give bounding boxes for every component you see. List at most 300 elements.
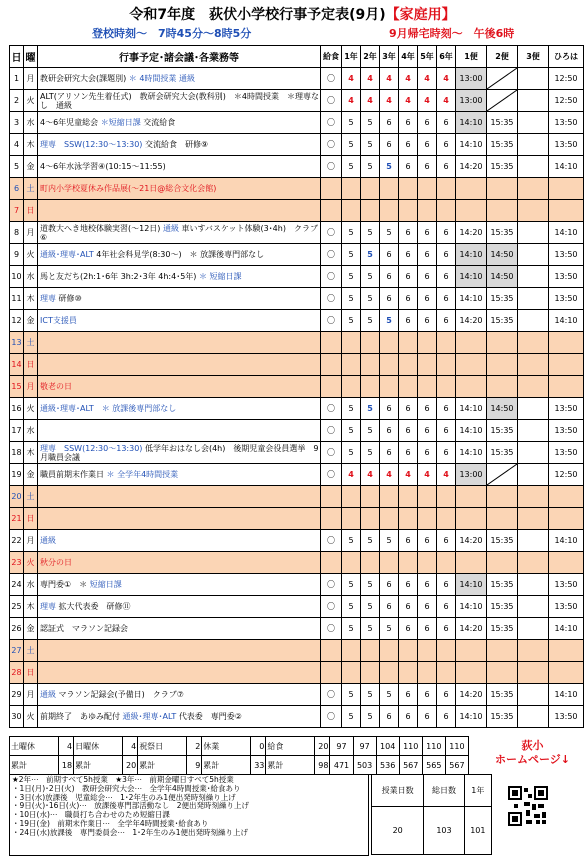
stats-table — [371, 774, 492, 855]
day-number: 28 — [10, 662, 24, 684]
empty-cell — [399, 662, 418, 684]
empty-cell — [487, 640, 518, 662]
day-number: 22 — [10, 530, 24, 552]
summary-value: 20 — [315, 737, 330, 756]
schedule-row — [10, 530, 584, 552]
summary-value: 503 — [353, 756, 376, 775]
grade-periods: 6 — [418, 310, 437, 332]
day-number: 9 — [10, 244, 24, 266]
empty-cell — [437, 486, 456, 508]
event-main: 敬老の日 — [40, 382, 72, 391]
event-cell — [38, 266, 321, 288]
grade-periods: 6 — [437, 310, 456, 332]
event-text — [40, 536, 56, 545]
event-cell — [38, 618, 321, 640]
col-g5: 5年 — [418, 46, 437, 68]
event-tail: 研修⑩ — [58, 294, 82, 303]
day-of-week: 土 — [24, 486, 38, 508]
event-cell — [38, 354, 321, 376]
schedule-row — [10, 684, 584, 706]
grade-periods: 6 — [437, 420, 456, 442]
bus3-time — [518, 530, 549, 552]
empty-cell — [342, 640, 361, 662]
summary-value: 18 — [58, 756, 73, 775]
day-of-week: 木 — [24, 288, 38, 310]
schedule-row — [10, 596, 584, 618]
schedule-row — [10, 464, 584, 486]
empty-cell — [361, 178, 380, 200]
summary-label: 祝祭日 — [138, 737, 187, 756]
empty-cell — [549, 662, 584, 684]
empty-cell — [418, 332, 437, 354]
col-g1: 1年 — [342, 46, 361, 68]
event-text — [40, 382, 72, 391]
schedule-row — [10, 354, 584, 376]
hiroha-time: 12:50 — [549, 90, 584, 112]
event-highlight: 理専 — [40, 294, 59, 303]
hiroha-time: 12:50 — [549, 68, 584, 90]
event-tail: 車いすバスケット体験(3･4h) クラブ⑥ — [40, 223, 318, 242]
grade-periods: 5 — [342, 288, 361, 310]
bus2-time: 14:50 — [487, 244, 518, 266]
title-family-label: 【家庭用】 — [385, 7, 456, 23]
lunch-mark: 〇 — [321, 618, 342, 640]
schedule-row — [10, 640, 584, 662]
hiroha-time: 13:50 — [549, 420, 584, 442]
empty-cell — [456, 486, 487, 508]
grade-periods: 6 — [437, 266, 456, 288]
event-highlight: 通級･理専･ALT ＊ 放課後専門部なし — [40, 404, 177, 413]
event-highlight: ICT支援員 — [40, 316, 77, 325]
event-cell — [38, 156, 321, 178]
grade-periods: 6 — [437, 112, 456, 134]
summary-value: 98 — [315, 756, 330, 775]
col-bus1: 1便 — [456, 46, 487, 68]
event-cell — [38, 530, 321, 552]
hiroha-time: 12:50 — [549, 464, 584, 486]
grade-periods: 4 — [380, 90, 399, 112]
empty-cell — [418, 486, 437, 508]
homepage-link[interactable] — [495, 739, 570, 767]
event-main: 職員前期末作業日 — [40, 470, 107, 479]
day-of-week: 木 — [24, 596, 38, 618]
hiroha-time: 14:10 — [549, 310, 584, 332]
empty-cell — [437, 200, 456, 222]
grade-periods: 5 — [361, 684, 380, 706]
event-text — [40, 444, 318, 462]
empty-cell — [456, 640, 487, 662]
schedule-row — [10, 706, 584, 728]
event-text — [40, 690, 184, 699]
grade-periods: 6 — [380, 112, 399, 134]
day-of-week: 土 — [24, 178, 38, 200]
event-cell — [38, 178, 321, 200]
event-highlight: ＊ 短縮日課 — [198, 272, 242, 281]
summary-label: 休業 — [202, 737, 251, 756]
empty-cell — [361, 486, 380, 508]
grade-periods: 5 — [361, 706, 380, 728]
hiroha-time: 13:50 — [549, 112, 584, 134]
empty-cell — [380, 200, 399, 222]
empty-cell — [437, 332, 456, 354]
slash-icon — [487, 90, 517, 111]
summary-value: 567 — [399, 756, 422, 775]
grade-periods: 6 — [437, 156, 456, 178]
grade-periods: 4 — [399, 464, 418, 486]
event-text — [40, 294, 82, 303]
grade-periods: 5 — [342, 574, 361, 596]
lunch-mark: 〇 — [321, 156, 342, 178]
day-of-week: 金 — [24, 618, 38, 640]
grade-periods: 4 — [418, 68, 437, 90]
grade-periods: 6 — [418, 156, 437, 178]
event-main: 専門委① ＊ — [40, 580, 90, 589]
grade-periods: 5 — [361, 574, 380, 596]
homepage-line2: ホームページ↓ — [495, 753, 570, 766]
grade-periods: 5 — [361, 156, 380, 178]
day-of-week: 日 — [24, 354, 38, 376]
empty-cell — [342, 662, 361, 684]
qr-code-icon[interactable] — [508, 786, 548, 826]
empty-cell — [418, 552, 437, 574]
empty-cell — [361, 376, 380, 398]
event-highlight: 通級･理専･ALT — [40, 250, 97, 259]
grade-periods: 5 — [361, 134, 380, 156]
notes-box — [9, 774, 369, 856]
col-day: 日 — [10, 46, 24, 68]
empty-cell — [380, 332, 399, 354]
grade-periods: 5 — [361, 442, 380, 464]
bus1-time: 13:00 — [456, 464, 487, 486]
empty-cell — [456, 178, 487, 200]
event-main: 4～6年児童総会 — [40, 118, 101, 127]
schedule-row — [10, 288, 584, 310]
empty-cell — [361, 662, 380, 684]
bus1-time: 14:10 — [456, 134, 487, 156]
stat-grade1-label: 1年 — [464, 775, 491, 807]
event-main: 道教大へき地校体験実習(～12日) — [40, 223, 163, 233]
empty-cell — [437, 178, 456, 200]
schedule-row — [10, 508, 584, 530]
day-of-week: 水 — [24, 420, 38, 442]
event-cell — [38, 684, 321, 706]
empty-cell — [321, 376, 342, 398]
grade-periods: 5 — [342, 266, 361, 288]
day-of-week: 月 — [24, 222, 38, 244]
empty-cell — [487, 508, 518, 530]
empty-cell — [437, 662, 456, 684]
summary-value: 20 — [122, 756, 137, 775]
grade-periods: 5 — [380, 222, 399, 244]
empty-cell — [549, 552, 584, 574]
empty-cell — [487, 552, 518, 574]
lunch-mark: 〇 — [321, 596, 342, 618]
event-main: 馬と友だち(2h:1･6年 3h:2･3年 4h:4･5年) — [40, 272, 199, 281]
grade-periods: 5 — [361, 398, 380, 420]
empty-cell — [380, 508, 399, 530]
grade-periods: 6 — [418, 288, 437, 310]
bus1-time: 14:20 — [456, 530, 487, 552]
empty-cell — [399, 376, 418, 398]
day-of-week: 木 — [24, 134, 38, 156]
table-header — [10, 46, 584, 68]
schedule-row — [10, 398, 584, 420]
grade-periods: 5 — [361, 112, 380, 134]
empty-cell — [437, 376, 456, 398]
event-cell — [38, 552, 321, 574]
bus2-time: 15:35 — [487, 134, 518, 156]
empty-cell — [418, 662, 437, 684]
summary-value: 4 — [122, 737, 137, 756]
grade-periods: 6 — [399, 398, 418, 420]
summary-label: 累計 — [74, 756, 123, 775]
grade-periods: 5 — [342, 596, 361, 618]
grade-periods: 6 — [380, 288, 399, 310]
lunch-mark: 〇 — [321, 574, 342, 596]
empty-cell — [342, 332, 361, 354]
grade-periods: 5 — [342, 156, 361, 178]
grade-periods: 5 — [342, 310, 361, 332]
grade-periods: 6 — [399, 684, 418, 706]
empty-cell — [456, 508, 487, 530]
empty-cell — [380, 178, 399, 200]
empty-cell — [380, 662, 399, 684]
grade-periods: 6 — [380, 134, 399, 156]
grade-periods: 6 — [380, 706, 399, 728]
event-cell — [38, 68, 321, 90]
day-number: 25 — [10, 596, 24, 618]
bus3-time — [518, 684, 549, 706]
grade-periods: 6 — [418, 596, 437, 618]
event-main: 認証式 マラソン記録会 — [40, 624, 128, 633]
event-text — [40, 712, 242, 721]
event-cell — [38, 464, 321, 486]
school-time: 登校時刻～ 7時45分～8時5分 — [92, 27, 252, 40]
empty-cell — [518, 662, 549, 684]
grade-periods: 5 — [361, 222, 380, 244]
grade-periods: 4 — [399, 68, 418, 90]
stat-total-days: 103 — [424, 807, 464, 855]
day-number: 18 — [10, 442, 24, 464]
summary-label: 累計 — [10, 756, 59, 775]
grade-periods: 6 — [380, 266, 399, 288]
bus1-time: 14:20 — [456, 618, 487, 640]
grade-periods: 6 — [399, 156, 418, 178]
grade-periods: 6 — [418, 266, 437, 288]
day-of-week: 月 — [24, 376, 38, 398]
schedule-row — [10, 332, 584, 354]
event-text — [40, 118, 175, 127]
slash-icon — [487, 68, 517, 89]
schedule-row — [10, 200, 584, 222]
bus1-time: 14:10 — [456, 398, 487, 420]
col-g2: 2年 — [361, 46, 380, 68]
event-tail: マラソン記録会(予備日) クラブ⑦ — [58, 690, 184, 699]
grade-periods: 5 — [342, 244, 361, 266]
grade-periods: 6 — [437, 398, 456, 420]
day-number: 5 — [10, 156, 24, 178]
grade-periods: 6 — [418, 398, 437, 420]
event-tail: 4年社会科見学(8:30～) ＊ 放課後専門部なし — [96, 250, 265, 259]
empty-cell — [418, 354, 437, 376]
event-text — [40, 140, 208, 149]
stat-school-days-label: 授業日数 — [372, 775, 424, 807]
home-time: 9月帰宅時刻～ 午後6時 — [389, 27, 515, 40]
bus2-none — [487, 68, 518, 90]
day-number: 20 — [10, 486, 24, 508]
bus3-time — [518, 288, 549, 310]
grade-periods: 5 — [342, 112, 361, 134]
empty-cell — [549, 640, 584, 662]
event-text — [40, 404, 176, 413]
lunch-mark: 〇 — [321, 68, 342, 90]
summary-value: 536 — [376, 756, 399, 775]
day-number: 13 — [10, 332, 24, 354]
grade-periods: 6 — [437, 442, 456, 464]
grade-periods: 6 — [418, 684, 437, 706]
grade-periods: 5 — [342, 398, 361, 420]
grade-periods: 6 — [418, 222, 437, 244]
bus2-time: 15:35 — [487, 574, 518, 596]
grade-periods: 6 — [399, 244, 418, 266]
bus2-time: 15:35 — [487, 310, 518, 332]
summary-value: 33 — [251, 756, 266, 775]
event-cell — [38, 574, 321, 596]
empty-cell — [342, 354, 361, 376]
hiroha-time: 13:50 — [549, 398, 584, 420]
day-of-week: 火 — [24, 90, 38, 112]
grade-periods: 6 — [418, 530, 437, 552]
event-highlight: ＊短縮日課 — [100, 118, 144, 127]
empty-cell — [399, 640, 418, 662]
grade-periods: 5 — [342, 706, 361, 728]
empty-cell — [342, 486, 361, 508]
event-cell — [38, 398, 321, 420]
event-highlight: 通級 — [40, 690, 59, 699]
event-text — [40, 184, 216, 193]
schedule-row — [10, 574, 584, 596]
grade-periods: 5 — [342, 420, 361, 442]
bus3-time — [518, 398, 549, 420]
hiroha-time: 13:50 — [549, 244, 584, 266]
grade-periods: 6 — [418, 112, 437, 134]
day-number: 17 — [10, 420, 24, 442]
day-of-week: 日 — [24, 662, 38, 684]
summary-table — [9, 736, 469, 775]
lunch-mark: 〇 — [321, 398, 342, 420]
bus3-time — [518, 574, 549, 596]
empty-cell — [321, 332, 342, 354]
empty-cell — [487, 376, 518, 398]
summary-label: 累計 — [138, 756, 187, 775]
day-number: 27 — [10, 640, 24, 662]
grade-periods: 6 — [418, 134, 437, 156]
empty-cell — [380, 486, 399, 508]
empty-cell — [342, 200, 361, 222]
empty-cell — [399, 354, 418, 376]
day-number: 24 — [10, 574, 24, 596]
grade-periods: 6 — [437, 244, 456, 266]
bus2-time: 14:50 — [487, 398, 518, 420]
empty-cell — [518, 354, 549, 376]
summary-row-month — [10, 737, 469, 756]
summary-value: 104 — [376, 737, 399, 756]
note-line: ・19日(金) 前期末作業日⋯ 全学年4時間授業･給食あり — [12, 818, 209, 828]
event-highlight: 理専 — [40, 602, 59, 611]
bus1-time: 14:20 — [456, 310, 487, 332]
schedule-row — [10, 486, 584, 508]
empty-cell — [342, 376, 361, 398]
bus3-time — [518, 442, 549, 464]
empty-cell — [321, 508, 342, 530]
bus3-time — [518, 134, 549, 156]
bus1-time: 14:10 — [456, 420, 487, 442]
grade-periods: 5 — [380, 530, 399, 552]
empty-cell — [549, 178, 584, 200]
empty-cell — [418, 200, 437, 222]
day-number: 1 — [10, 68, 24, 90]
bus1-time: 14:10 — [456, 706, 487, 728]
lunch-mark: 〇 — [321, 266, 342, 288]
empty-cell — [437, 354, 456, 376]
summary-value: 9 — [186, 756, 201, 775]
grade-periods: 6 — [437, 288, 456, 310]
bus1-time: 13:00 — [456, 68, 487, 90]
empty-cell — [437, 552, 456, 574]
day-number: 8 — [10, 222, 24, 244]
grade-periods: 6 — [437, 574, 456, 596]
day-number: 26 — [10, 618, 24, 640]
stat-total-days-label: 総日数 — [424, 775, 464, 807]
grade-periods: 6 — [399, 706, 418, 728]
hiroha-time: 13:50 — [549, 134, 584, 156]
empty-cell — [518, 552, 549, 574]
empty-cell — [380, 552, 399, 574]
empty-cell — [361, 354, 380, 376]
day-of-week: 火 — [24, 398, 38, 420]
day-number: 6 — [10, 178, 24, 200]
empty-cell — [456, 200, 487, 222]
grade-periods: 5 — [342, 442, 361, 464]
event-text — [40, 250, 264, 259]
event-text — [40, 580, 122, 589]
event-cell — [38, 420, 321, 442]
event-cell — [38, 90, 321, 112]
hiroha-time: 13:50 — [549, 288, 584, 310]
grade-periods: 6 — [399, 596, 418, 618]
grade-periods: 5 — [361, 266, 380, 288]
summary-value: 471 — [330, 756, 353, 775]
day-number: 7 — [10, 200, 24, 222]
empty-cell — [437, 508, 456, 530]
schedule-row — [10, 90, 584, 112]
event-cell — [38, 640, 321, 662]
event-highlight: 通級･理専･ALT — [122, 712, 179, 721]
event-tail: 低学年おはなし会(4h) 後期児童会役員選挙 9月職員会議 — [40, 443, 319, 462]
day-of-week: 木 — [24, 442, 38, 464]
hiroha-time: 13:50 — [549, 442, 584, 464]
grade-periods: 4 — [437, 90, 456, 112]
event-main: 秋分の日 — [40, 558, 72, 567]
day-number: 30 — [10, 706, 24, 728]
grade-periods: 6 — [437, 596, 456, 618]
hiroha-time: 13:50 — [549, 574, 584, 596]
grade-periods: 6 — [399, 134, 418, 156]
summary-value: 567 — [445, 756, 468, 775]
day-of-week: 水 — [24, 266, 38, 288]
lunch-mark: 〇 — [321, 464, 342, 486]
event-cell — [38, 244, 321, 266]
